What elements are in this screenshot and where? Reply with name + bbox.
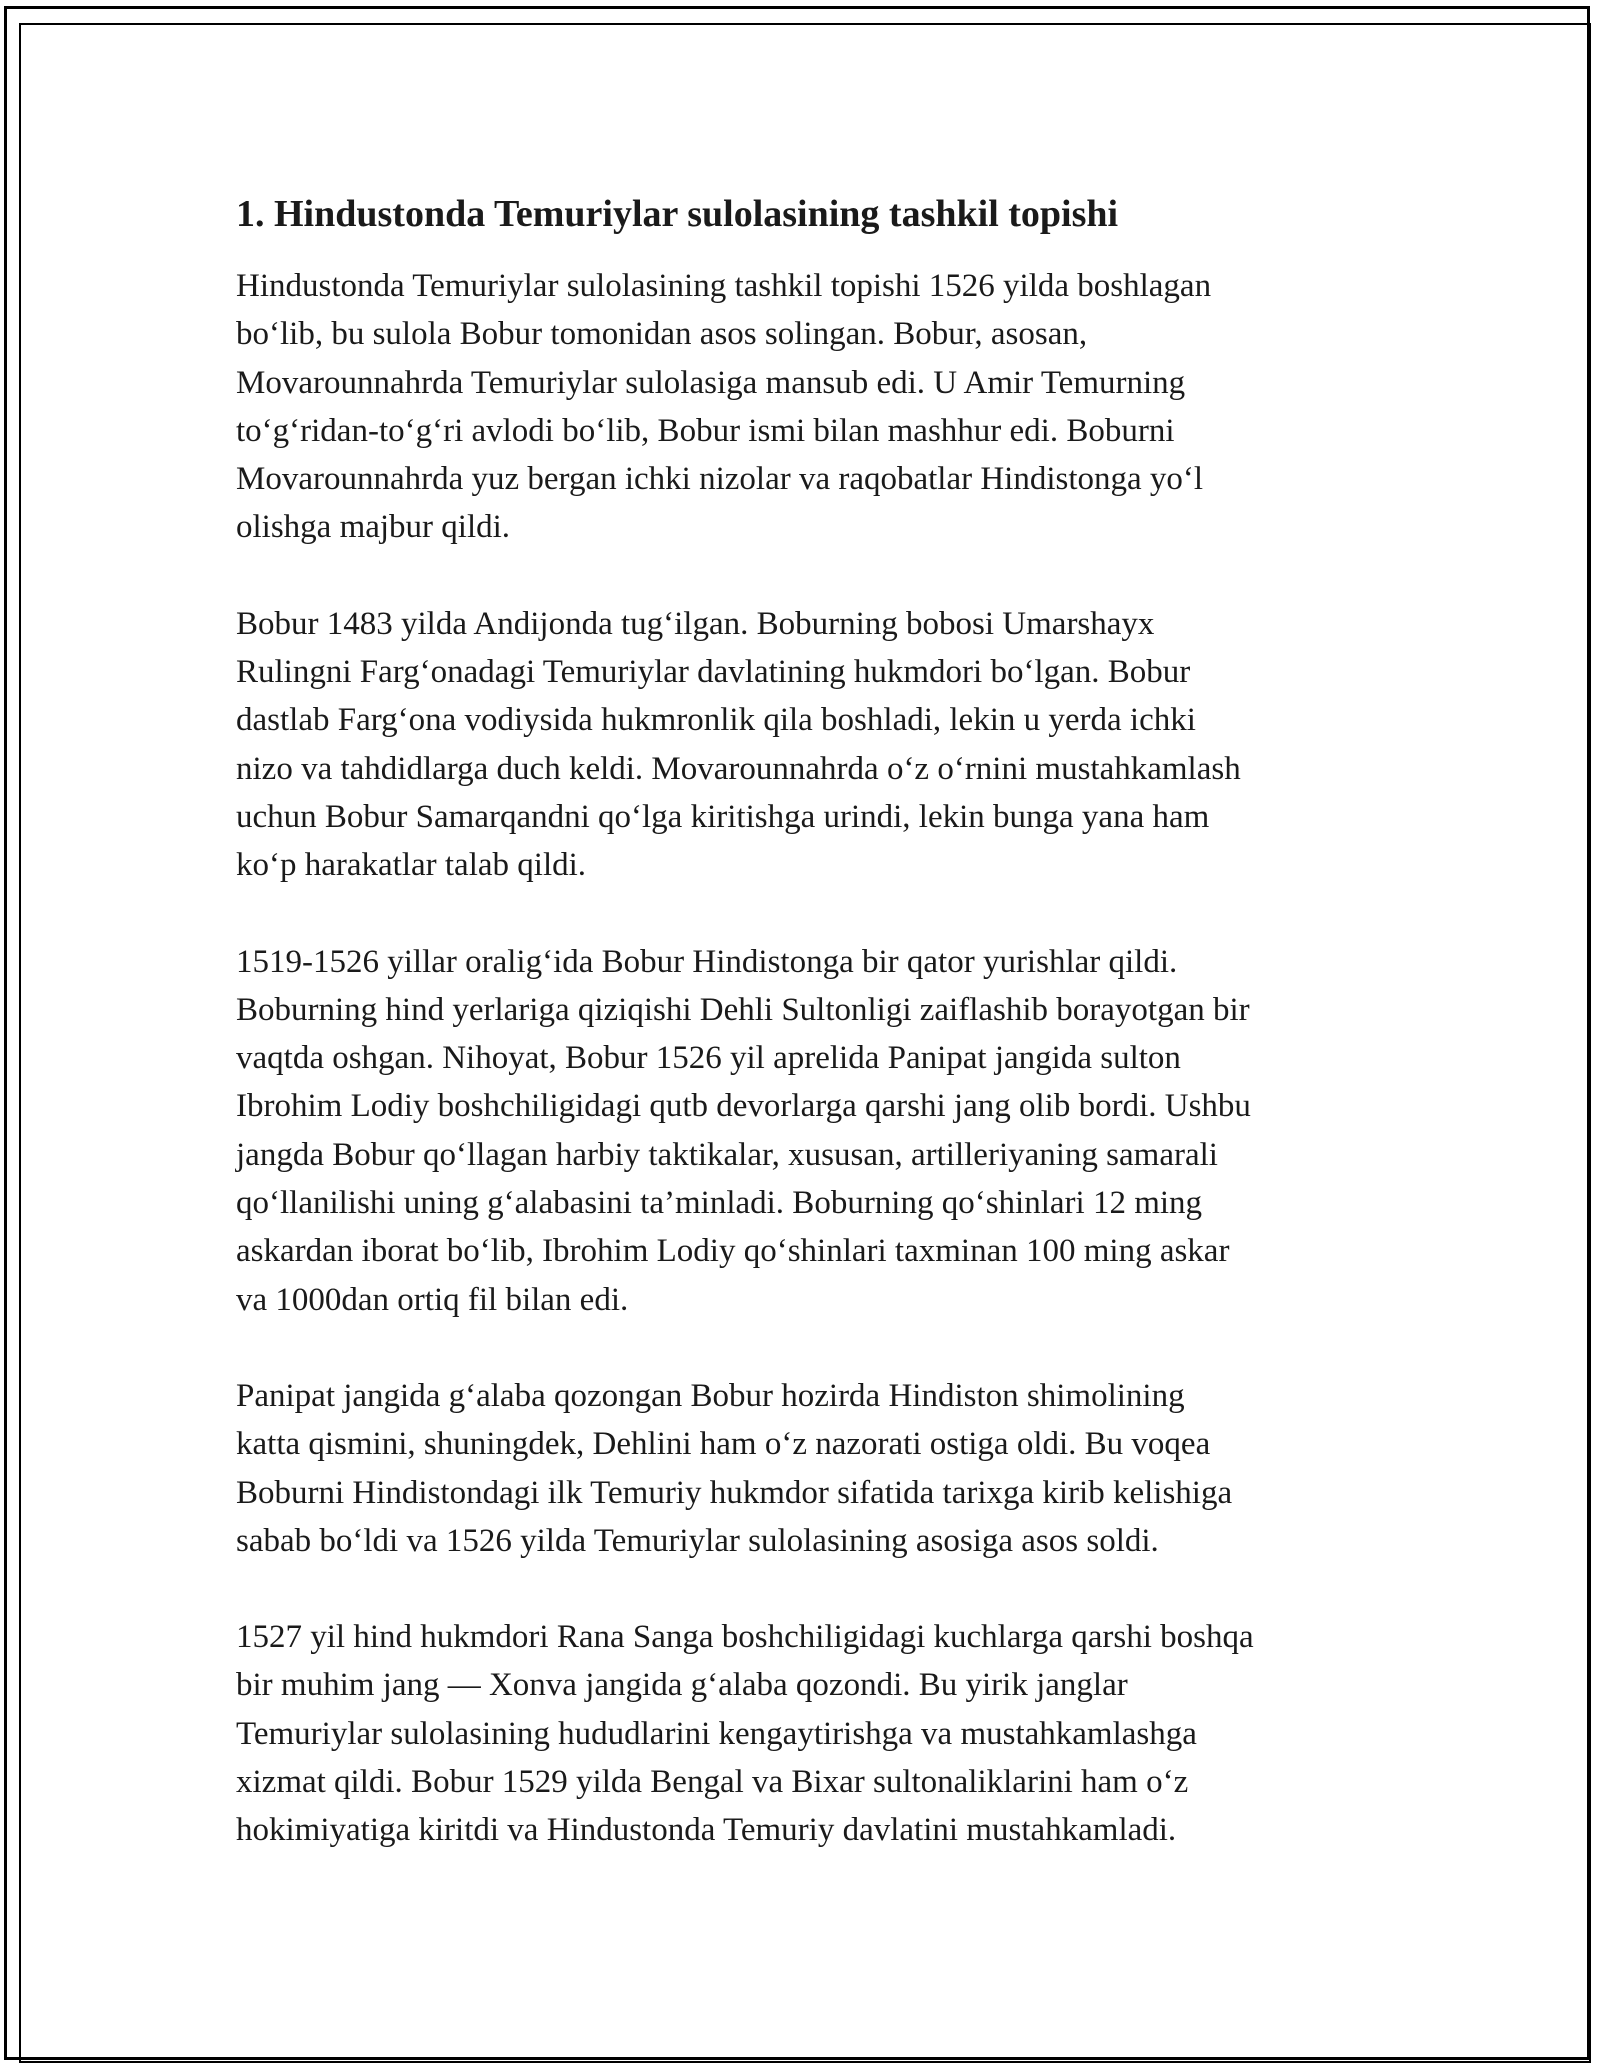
text-line: dastlab Farg‘ona vodiysida hukmronlik qila boshladi, lekin u yerda ichki (236, 702, 1196, 739)
text-line: hokimiyatiga kiritdi va Hindustonda Temuriy davlatini mustahkamladi. (236, 1812, 1177, 1849)
text-line: qo‘llanilishi uning g‘alabasini ta’minladi. Boburning qo‘shinlari 12 ming (236, 1185, 1203, 1222)
section-heading: 1. Hindustonda Temuriylar sulolasining tashkil topishi (236, 193, 1119, 235)
text-line: 1527 yil hind hukmdori Rana Sanga boshchiligidagi kuchlarga qarshi boshqa (236, 1619, 1254, 1656)
text-line: Panipat jangida g‘alaba qozongan Bobur hozirda Hindiston shimolining (236, 1377, 1185, 1414)
text-line: nizo va tahdidlarga duch keldi. Movarounnahrda o‘z o‘rnini mustahkamlash (236, 750, 1241, 787)
text-line: sabab bo‘ldi va 1526 yilda Temuriylar sulolasining asosiga asos soldi. (236, 1522, 1159, 1559)
text-line: xizmat qildi. Bobur 1529 yilda Bengal va Bixar sultonaliklarini ham o‘z (236, 1764, 1189, 1801)
paragraph-5 (236, 1613, 1376, 1854)
text-line: jangda Bobur qo‘llagan harbiy taktikalar, xususan, artilleriyaning samarali (236, 1136, 1218, 1173)
paragraph-4 (236, 1372, 1376, 1565)
text-line: askardan iborat bo‘lib, Ibrohim Lodiy qo‘shinlari taxminan 100 ming askar (236, 1233, 1230, 1270)
paragraph-3 (236, 938, 1376, 1324)
text-line: bir muhim jang — Xonva jangida g‘alaba qozondi. Bu yirik janglar (236, 1667, 1128, 1704)
paragraph-2 (236, 600, 1376, 890)
text-line: Boburni Hindistondagi ilk Temuriy hukmdor sifatida tarixga kirib kelishiga (236, 1474, 1233, 1511)
text-line: Hindustonda Temuriylar sulolasining tashkil topishi 1526 yilda boshlagan (236, 268, 1212, 304)
paragraph-1 (236, 262, 1376, 552)
text-line: Boburning hind yerlariga qiziqishi Dehli Sultonligi zaiflashib borayotgan bir (236, 991, 1250, 1028)
text-line: bo‘lib, bu sulola Bobur tomonidan asos solingan. Bobur, asosan, (236, 316, 1088, 353)
text-line: Rulingni Farg‘onadagi Temuriylar davlatining hukmdori bo‘lgan. Bobur (236, 654, 1191, 691)
text-line: ko‘p harakatlar talab qildi. (236, 847, 587, 884)
document-body (236, 186, 1376, 1903)
text-line: vaqtda oshgan. Nihoyat, Bobur 1526 yil aprelida Panipat jangida sulton (236, 1040, 1181, 1077)
text-line: 1519-1526 yillar oralig‘ida Bobur Hindistonga bir qator yurishlar qildi. (236, 943, 1178, 980)
text-line: va 1000dan ortiq fil bilan edi. (236, 1281, 629, 1318)
text-line: olishga majbur qildi. (236, 509, 511, 546)
text-line: Ibrohim Lodiy boshchiligidagi qutb devorlarga qarshi jang olib bordi. Ushbu (236, 1088, 1251, 1125)
text-line: Temuriylar sulolasining hududlarini kengaytirishga va mustahkamlashga (236, 1715, 1197, 1752)
text-line: Movarounnahrda yuz bergan ichki nizolar va raqobatlar Hindistonga yo‘l (236, 461, 1204, 498)
text-line: to‘g‘ridan-to‘g‘ri avlodi bo‘lib, Bobur ismi bilan mashhur edi. Boburni (236, 412, 1175, 449)
text-line: Movarounnahrda Temuriylar sulolasiga mansub edi. U Amir Temurning (236, 364, 1186, 401)
text-line: katta qismini, shuningdek, Dehlini ham o‘z nazorati ostiga oldi. Bu voqea (236, 1426, 1211, 1463)
text-line: uchun Bobur Samarqandni qo‘lga kiritishga urindi, lekin bunga yana ham (236, 798, 1210, 835)
text-line: Bobur 1483 yilda Andijonda tug‘ilgan. Boburning bobosi Umarshayx (236, 605, 1155, 642)
